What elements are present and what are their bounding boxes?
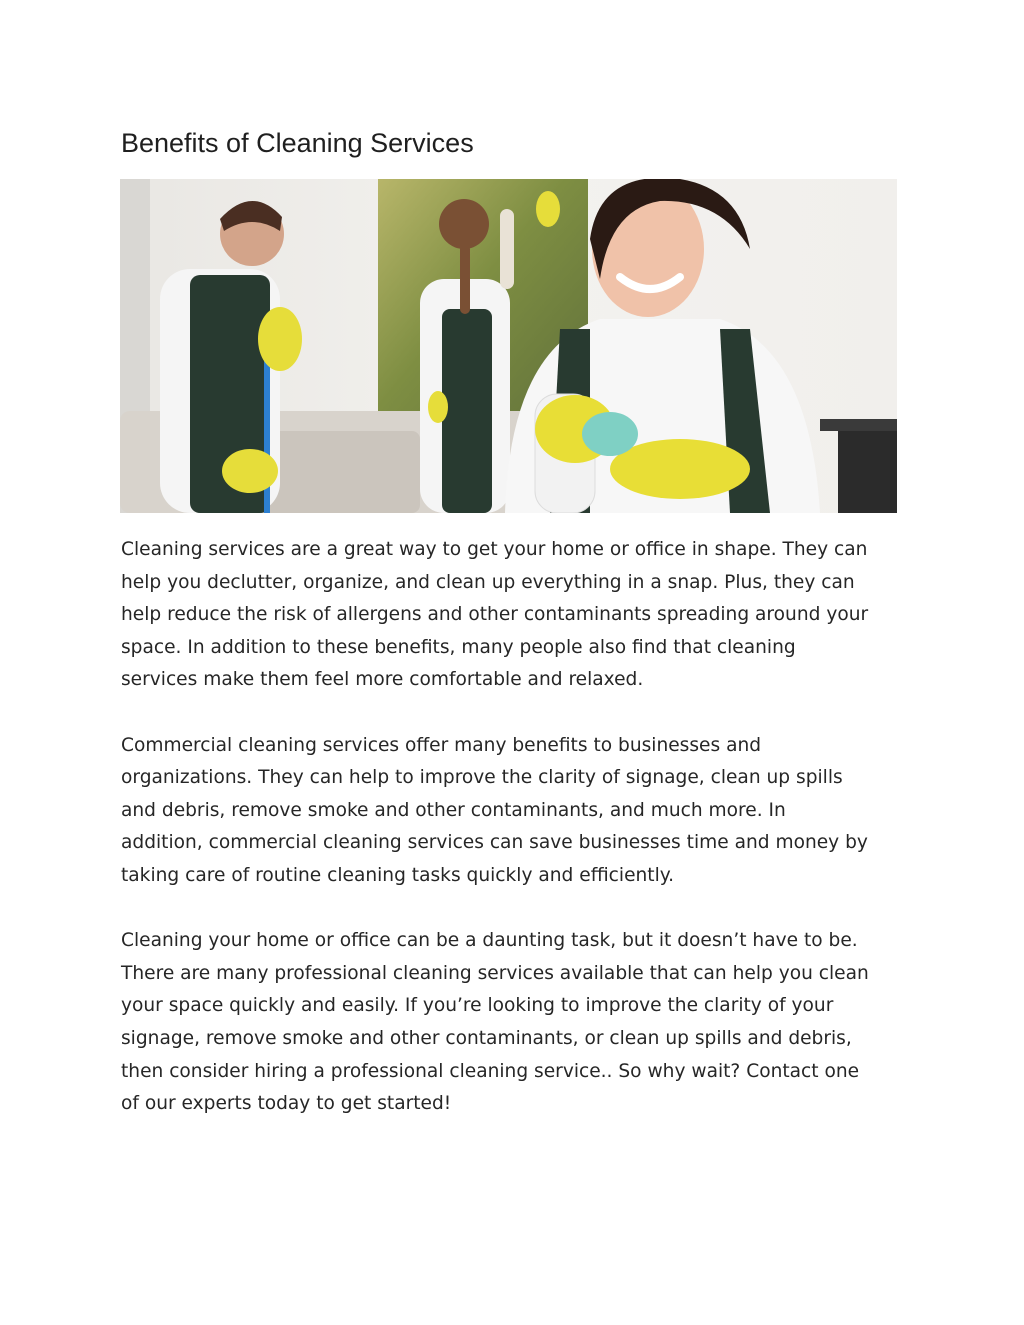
text-line: Commercial cleaning services offer many benefits to businesses and	[121, 734, 762, 756]
text-line: help reduce the risk of allergens and other contaminants spreading around your	[121, 604, 869, 626]
side-cabinet	[838, 429, 897, 513]
text-line: There are many professional cleaning services available that can help you clean	[121, 962, 869, 984]
text-line: taking care of routine cleaning tasks quickly and efficiently.	[121, 864, 675, 886]
text-line: of our experts today to get started!	[121, 1093, 452, 1115]
paragraph-2	[121, 730, 911, 893]
article-body	[121, 534, 911, 1121]
text-line: your space quickly and easily. If you’re looking to improve the clarity of your	[121, 995, 834, 1017]
text-line: services make them feel more comfortable and relaxed.	[121, 669, 644, 691]
paragraph-1	[121, 534, 911, 697]
paragraph-3	[121, 925, 911, 1121]
cleaning-staff-illustration	[120, 179, 897, 513]
hero-photo	[120, 179, 897, 513]
text-line: Cleaning your home or office can be a daunting task, but it doesn’t have to be.	[121, 930, 858, 952]
text-line: help you declutter, organize, and clean up everything in a snap. Plus, they can	[121, 571, 855, 593]
text-line: addition, commercial cleaning services can save businesses time and money by	[121, 832, 868, 854]
text-line: space. In addition to these benefits, many people also find that cleaning	[121, 636, 796, 658]
text-line: then consider hiring a professional cleaning service.. So why wait? Contact one	[121, 1060, 860, 1082]
page-title: Benefits of Cleaning Services	[121, 128, 474, 158]
text-line: signage, remove smoke and other contaminants, or clean up spills and debris,	[121, 1027, 852, 1049]
text-line: and debris, remove smoke and other contaminants, and much more. In	[121, 799, 786, 821]
text-line: Cleaning services are a great way to get your home or office in shape. They can	[121, 539, 868, 560]
text-line: organizations. They can help to improve the clarity of signage, clean up spills	[121, 767, 843, 789]
